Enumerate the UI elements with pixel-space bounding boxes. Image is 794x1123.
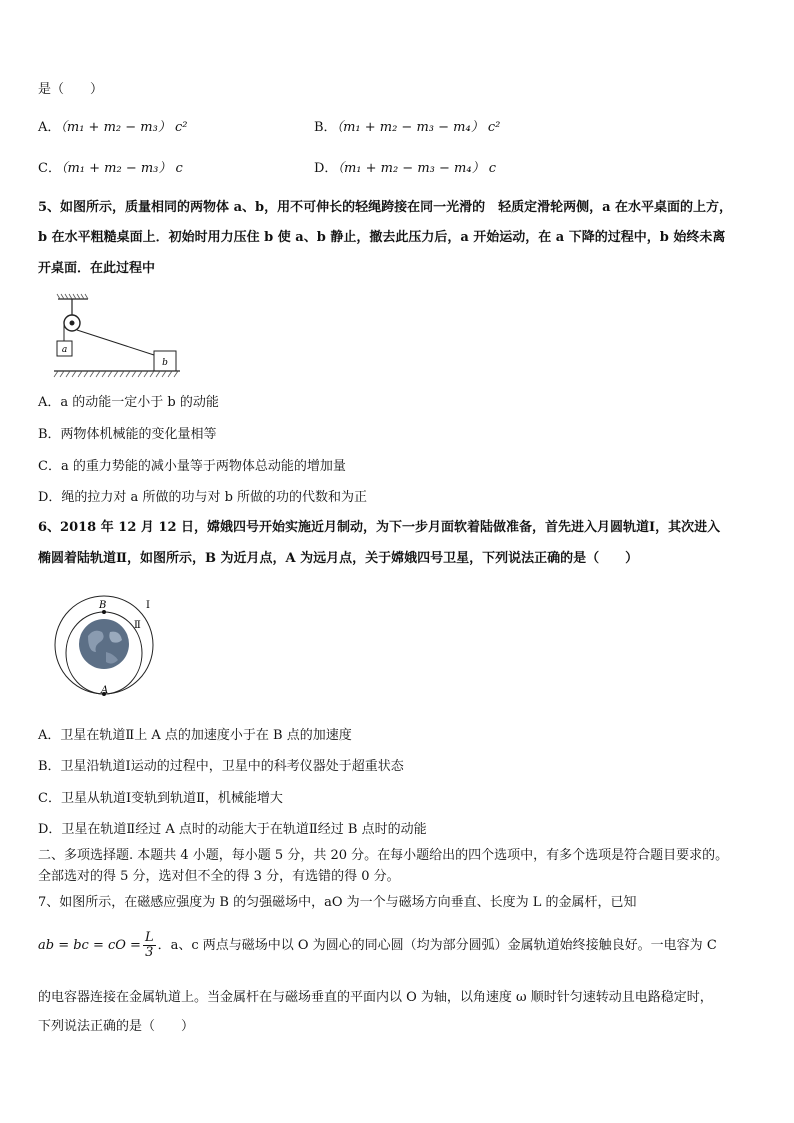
q5-option-d: D．绳的拉力对 a 所做的功与对 b 所做的功的代数和为正 xyxy=(38,490,368,505)
option-label: B． xyxy=(314,120,337,135)
q4-option-b xyxy=(314,119,500,137)
q6-stem-line2: 椭圆着陆轨道Ⅱ，如图所示，B 为近月点，A 为远月点，关于嫦娥四号卫星，下列说法正确的是（ ） xyxy=(38,551,639,566)
label-orbit-i: Ⅰ xyxy=(146,600,150,611)
q7-stem-line4: 下列说法正确的是（ ） xyxy=(38,1019,195,1034)
label-orbit-ii: Ⅱ xyxy=(134,620,141,631)
q5-stem-line1: 5、如图所示，质量相同的两物体 a、b，用不可伸长的轻绳跨接在同一光滑的 轻质定滑轮两侧，a 在水平桌面的上方， xyxy=(38,200,733,215)
q5-option-a: A．a 的动能一定小于 b 的动能 xyxy=(38,395,219,410)
label-b: b xyxy=(162,358,168,368)
q7-stem-line2-rest: ．a、c 两点与磁场中以 O 为圆心的同心圆（均为部分圆弧）金属轨道始终接触良好。一电容为 C xyxy=(157,938,717,953)
q6-option-a: A．卫星在轨道Ⅱ上 A 点的加速度小于在 B 点的加速度 xyxy=(38,728,352,743)
label-a: a xyxy=(61,345,68,355)
q6-option-d: D．卫星在轨道Ⅱ经过 A 点时的动能大于在轨道Ⅱ经过 B 点时的动能 xyxy=(38,822,427,837)
fraction-denominator: 3 xyxy=(145,945,154,960)
label-a-point: A xyxy=(101,685,109,696)
q6-option-b: B．卫星沿轨道Ⅰ运动的过程中，卫星中的科考仪器处于超重状态 xyxy=(38,759,404,774)
option-expr: （m₁ + m₂ − m₃ − m₄） c² xyxy=(336,120,501,135)
fraction-numerator: L xyxy=(144,930,154,945)
fraction-l-over-3 xyxy=(143,931,156,960)
pulley-figure xyxy=(52,293,182,381)
label-b-point: B xyxy=(99,600,107,611)
q4-option-a xyxy=(38,119,187,137)
intro-tail: 是（ ） xyxy=(38,82,104,97)
option-expr: （m₁ + m₂ − m₃） c xyxy=(60,161,183,176)
option-label: A． xyxy=(38,120,61,135)
q7-stem-line2 xyxy=(38,930,717,962)
section2-line1: 二、多项选择题. 本题共 4 小题，每小题 5 分，共 20 分。在每小题给出的四个选项中，有多个选项是符合题目要求的。 xyxy=(38,848,729,863)
q7-stem-line3: 的电容器连接在金属轨道上。当金属杆在与磁场垂直的平面内以 O 为轴，以角速度 ω 顺时针匀速转动且电路稳定时， xyxy=(38,990,713,1005)
moon-icon xyxy=(79,619,129,669)
q4-option-d xyxy=(314,160,496,178)
q4-option-c xyxy=(38,160,183,178)
q5-stem-line3: 开桌面．在此过程中 xyxy=(38,261,156,276)
q6-option-c: C．卫星从轨道Ⅰ变轨到轨道Ⅱ，机械能增大 xyxy=(38,791,283,806)
option-label: D． xyxy=(314,161,338,176)
q7-equation: ab = bc = cO = xyxy=(38,938,141,953)
option-expr: （m₁ + m₂ − m₃ − m₄） c xyxy=(337,161,496,176)
section2-line2: 全部选对的得 5 分，选对但不全的得 3 分，有选错的得 0 分。 xyxy=(38,869,400,884)
orbit-figure xyxy=(48,594,166,700)
option-expr: （m₁ + m₂ − m₃） c² xyxy=(60,120,188,135)
option-label: C． xyxy=(38,161,61,176)
q7-stem-line1: 7、如图所示，在磁感应强度为 B 的匀强磁场中，aO 为一个与磁场方向垂直、长度为 L 的金属杆，已知 xyxy=(38,895,637,910)
q5-option-b: B．两物体机械能的变化量相等 xyxy=(38,427,217,442)
q5-stem-line2: b 在水平粗糙桌面上．初始时用力压住 b 使 a、b 静止，撤去此压力后，a 开始运动，在 a 下降的过程中，b 始终未离 xyxy=(38,230,726,245)
q6-stem-line1: 6、2018 年 12 月 12 日，嫦娥四号开始实施近月制动，为下一步月面软着陆做准备，首先进入月圆轨道Ⅰ，其次进入 xyxy=(38,520,721,535)
q5-option-c: C．a 的重力势能的减小量等于两物体总动能的增加量 xyxy=(38,459,346,474)
